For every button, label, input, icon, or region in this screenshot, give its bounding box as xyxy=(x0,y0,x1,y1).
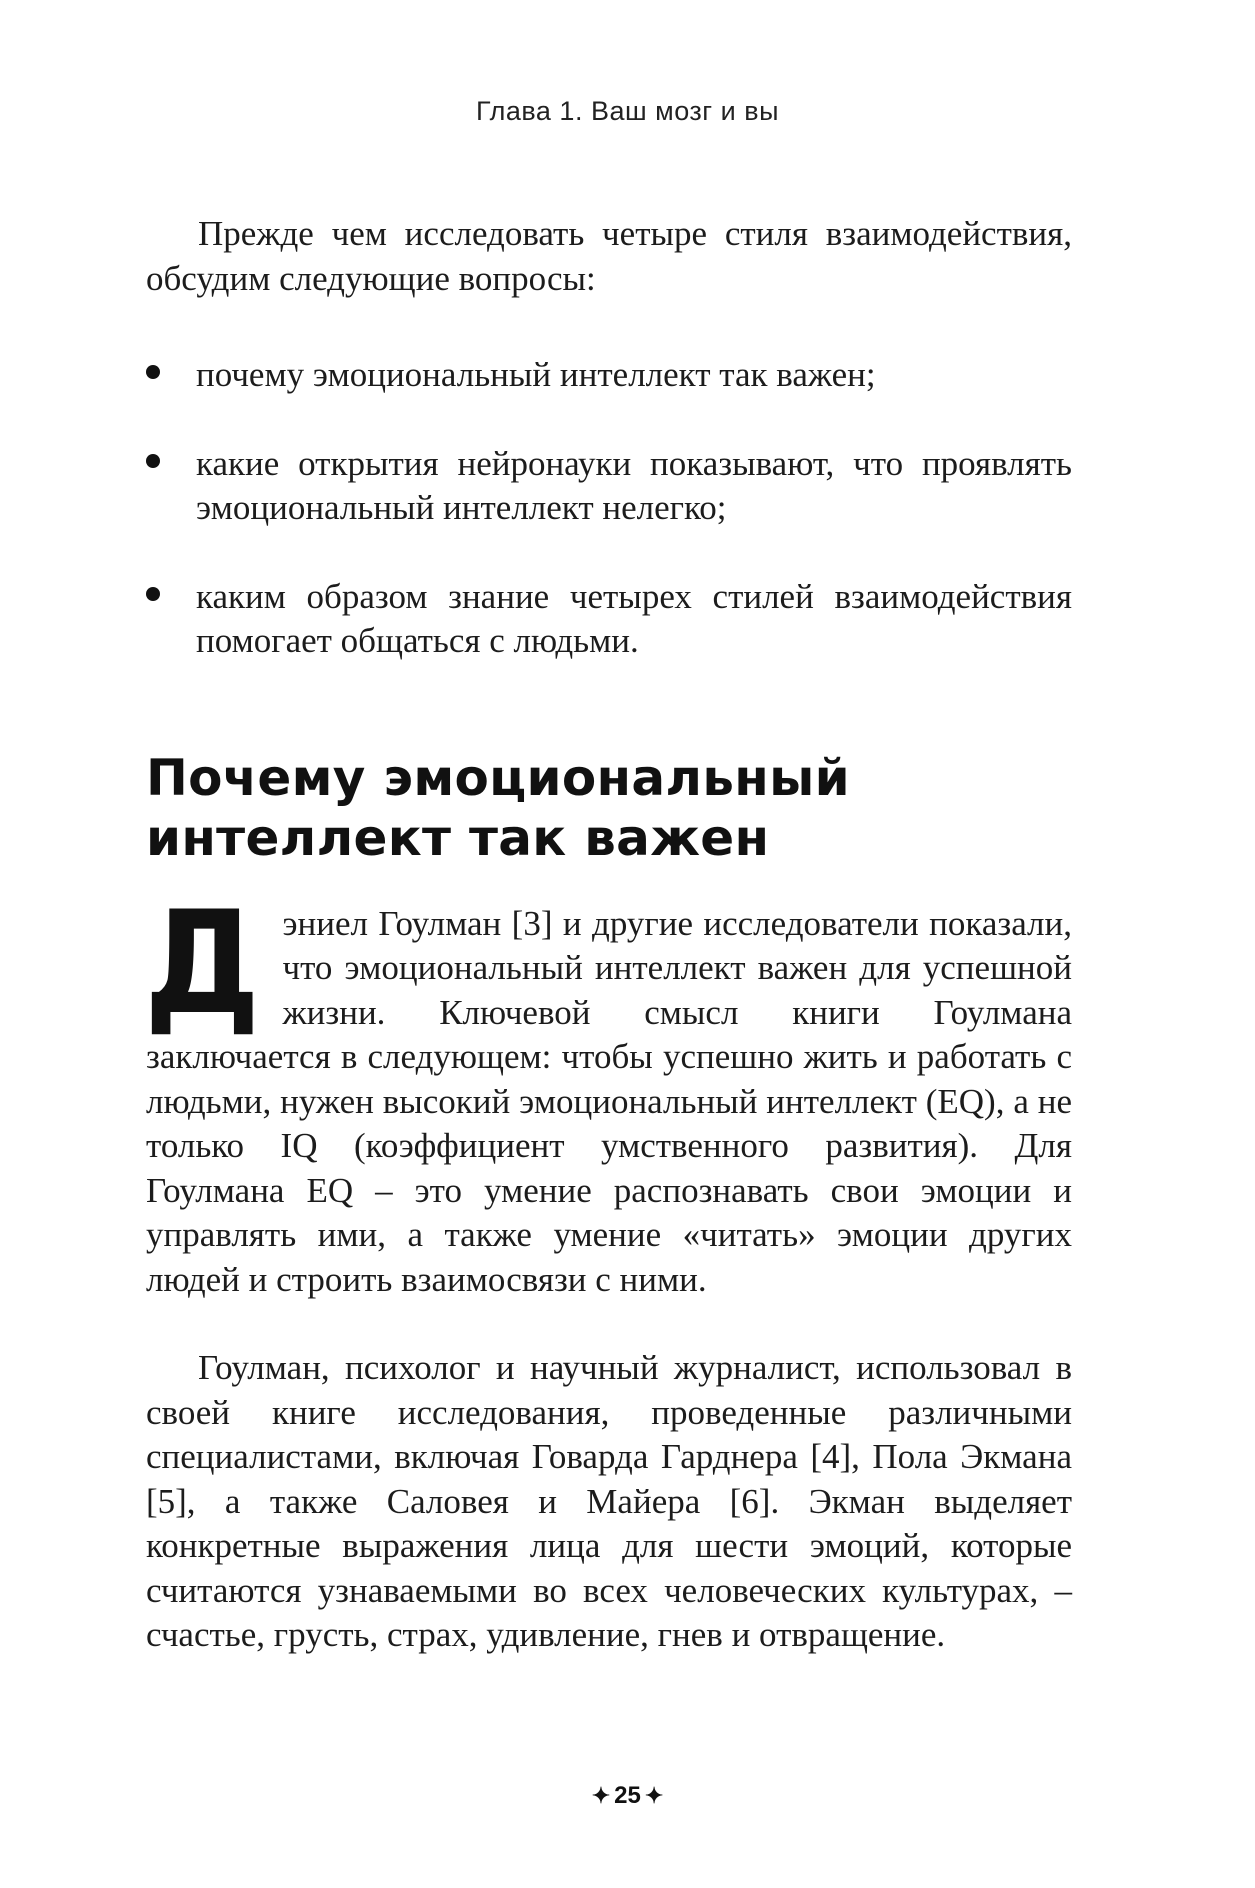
list-item xyxy=(146,442,1072,531)
intro-paragraph: Прежде чем исследовать четыре стиля взаимодействия, обсудим следующие вопросы: xyxy=(146,214,1072,298)
body-paragraph-2: Гоулман, психолог и научный журналист, использовал в своей книге исследования, проведенные различными специалистами, включая Говарда Гарднера [4], Пола Экмана [5], а также Саловея и Майера [6]. Экман выделяет конкретные выражения лица для шести эмоций, которые считаются узнаваемыми во всех человеческих культурах, – счастье, грусть, страх, удивление, гнев и отвращение. xyxy=(146,1348,1072,1654)
bullet-icon xyxy=(146,454,160,468)
section-heading-line-2: интеллект так важен xyxy=(146,808,770,867)
page-number: 25 xyxy=(614,1782,641,1809)
running-head: Глава 1. Ваш мозг и вы xyxy=(476,96,779,126)
list-item xyxy=(146,353,1072,398)
section-heading xyxy=(146,748,1072,868)
list-item-text: каким образом знание четырех стилей взаимодействия помогает общаться с людьми. xyxy=(196,576,1072,660)
body-paragraph-1-text: эниел Гоулман [3] и другие исследователи показали, что эмоциональный интеллект важен для успешной жизни. Ключевой смысл книги Гоулмана заключается в следующем: чтобы успешно жить и работать с людьми, нужен высокий эмоциональный интеллект (EQ), а не только IQ (коэффициент умственного развития). Для Гоулмана EQ – это умение распознавать свои эмоции и управлять ими, а также умение «читать» эмоции других людей и строить взаимосвязи с ними. xyxy=(146,903,1072,1299)
list-item-text: какие открытия нейронауки показывают, что проявлять эмоциональный интеллект нелегко; xyxy=(196,443,1072,527)
list-item-text: почему эмоциональный интеллект так важен; xyxy=(196,355,876,394)
list-item xyxy=(146,575,1072,664)
star-ornament-icon: ✦ xyxy=(644,1783,664,1808)
page-body xyxy=(146,212,1072,1658)
star-ornament-icon: ✦ xyxy=(591,1783,611,1808)
section-heading-line-1: Почему эмоциональный xyxy=(146,748,850,807)
body-paragraph-1 xyxy=(144,880,1072,1303)
bullet-icon xyxy=(146,365,160,379)
drop-cap: Д xyxy=(144,880,261,1046)
bullet-icon xyxy=(146,587,160,601)
page-number-footer xyxy=(0,1782,1255,1810)
bullet-list xyxy=(146,353,1072,664)
